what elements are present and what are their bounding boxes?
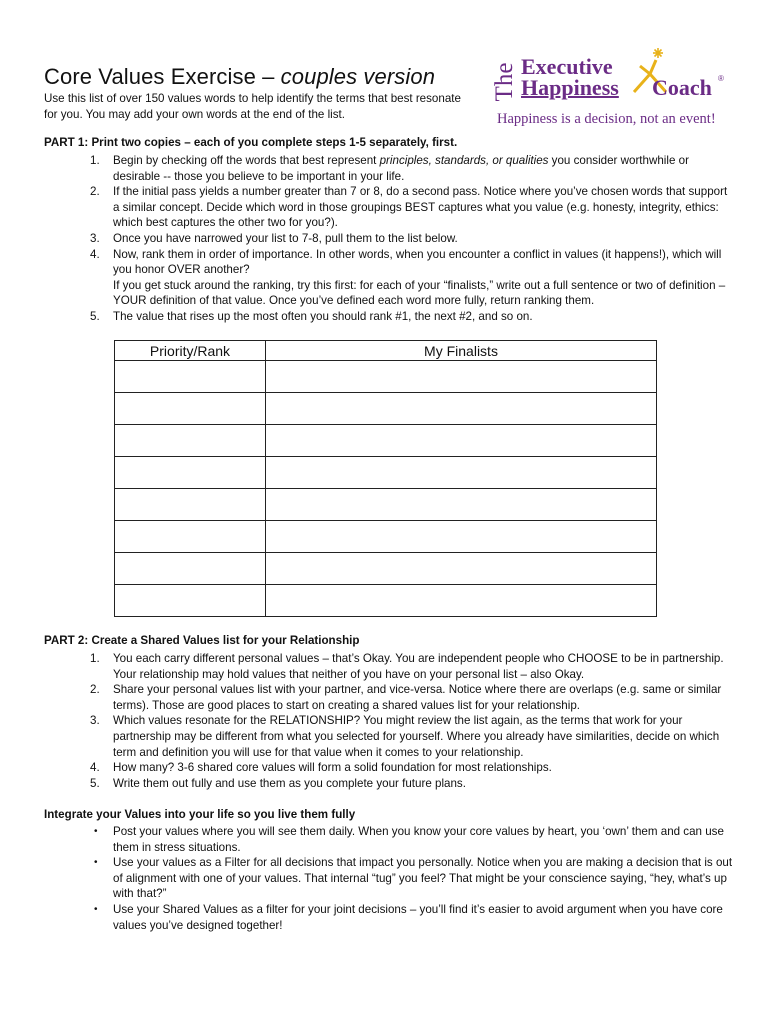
step-text: Begin by checking off the words that best represent <box>113 154 380 167</box>
bullet-icon: • <box>94 857 98 869</box>
bullet-text: Post your values where you will see them daily. When you know your core values by heart, you ‘own’ them and can use them in stress situations. <box>113 825 724 854</box>
list-item-continuation <box>44 278 734 309</box>
table-row <box>115 489 657 521</box>
step-text: The value that rises up the most often you should rank #1, the next #2, and so on. <box>113 309 533 323</box>
step-number: 4. <box>90 761 100 775</box>
finalists-table-body <box>115 361 657 617</box>
page-title <box>44 64 435 90</box>
list-item <box>44 713 734 760</box>
bullet-icon: • <box>94 903 98 915</box>
list-item <box>44 184 734 231</box>
finalist-cell[interactable] <box>266 553 657 585</box>
step-number: 2. <box>90 683 100 697</box>
integrate-heading: Integrate your Values into your life so you live them fully <box>44 808 356 821</box>
part2-heading: PART 2: Create a Shared Values list for your Relationship <box>44 634 360 647</box>
step-number: 3. <box>90 714 100 728</box>
step-number: 2. <box>90 185 100 199</box>
step-number: 5. <box>90 776 100 790</box>
step-text: You each carry different personal values – that’s Okay. You are independent people who CHOOSE to be in partnership. Your relationship may hold values that neither of you have on your personal list – also Okay. <box>113 652 724 681</box>
list-item <box>44 309 734 325</box>
finalist-cell[interactable] <box>266 425 657 457</box>
step-text: Once you have narrowed your list to 7-8, pull them to the list below. <box>113 231 458 245</box>
bullet-text: Use your values as a Filter for all decisions that impact you personally. Notice when you are making a decision that is out of alignment with one of your values. That internal “tug” you feel? That might be your conscience saying, “hey, what’s up with that?” <box>113 856 733 901</box>
part1-steps <box>44 153 734 325</box>
column-header-finalists: My Finalists <box>266 341 657 361</box>
step-text: Which values resonate for the RELATIONSHIP? You might review the list again, as the terms that work for your partnership may be different from what you selected for yourself. Where you already have similarities, decide on which term and definition you will use for that value when it comes to your relationship. <box>113 714 720 759</box>
integrate-bullets <box>44 824 734 933</box>
table-row <box>115 585 657 617</box>
step-number: 3. <box>90 231 100 245</box>
step-number: 1. <box>90 652 100 665</box>
list-item <box>44 855 734 902</box>
list-item <box>44 651 734 682</box>
logo-the-text: The <box>491 62 518 102</box>
finalist-cell[interactable] <box>266 585 657 617</box>
logo-line-1: Executive <box>521 54 613 79</box>
step-text: Write them out fully and use them as you complete your future plans. <box>113 776 466 790</box>
finalist-cell[interactable] <box>266 489 657 521</box>
table-row <box>115 521 657 553</box>
table-row <box>115 361 657 393</box>
finalist-cell[interactable] <box>266 361 657 393</box>
list-item <box>44 824 734 855</box>
registered-mark: ® <box>718 74 724 83</box>
company-logo <box>491 44 734 134</box>
column-header-priority: Priority/Rank <box>115 341 266 361</box>
title-italic: couples version <box>280 63 436 89</box>
step-text: Share your personal values list with your partner, and vice-versa. Notice where there are overlaps (e.g. same or similar terms). Those are good places to start on creating a shared values list for your relationship. <box>113 683 722 712</box>
priority-rank-cell[interactable] <box>115 489 266 521</box>
table-row <box>115 457 657 489</box>
table-row <box>115 393 657 425</box>
finalist-cell[interactable] <box>266 521 657 553</box>
priority-rank-cell[interactable] <box>115 425 266 457</box>
step-text: If the initial pass yields a number greater than 7 or 8, do a second pass. Notice where you’ve chosen words that support a similar concept. Decide which word in those groupings BEST captures what you value (e.g. honesty, integrity, ethics: which best captures the other two for you?). <box>113 185 728 230</box>
step-text-after: you consider worthwhile or desirable -- those you believe to be important in your life. <box>113 154 689 183</box>
list-item <box>44 902 734 933</box>
priority-rank-cell[interactable] <box>115 393 266 425</box>
step-number: 5. <box>90 309 100 323</box>
logo-line-3: Coach <box>652 75 712 100</box>
step-text: How many? 3-6 shared core values will form a solid foundation for most relationships. <box>113 761 552 775</box>
finalist-cell[interactable] <box>266 457 657 489</box>
priority-rank-cell[interactable] <box>115 457 266 489</box>
step-number: 4. <box>90 247 100 261</box>
intro-paragraph: Use this list of over 150 values words to help identify the terms that best resonate for you. You may add your own words at the end of the list. <box>44 92 461 121</box>
list-item <box>44 247 734 278</box>
table-row <box>115 425 657 457</box>
step-number: 1. <box>90 154 100 167</box>
title-main: Core Values Exercise – <box>44 63 281 89</box>
priority-rank-cell[interactable] <box>115 585 266 617</box>
bullet-text: Use your Shared Values as a filter for your joint decisions – you’ll find it’s easier to avoid argument when you have core values you’ve designed together! <box>113 902 723 932</box>
bullet-icon: • <box>94 826 98 837</box>
list-item <box>44 682 734 713</box>
part2-steps <box>44 651 734 791</box>
step-text: Now, rank them in order of importance. In other words, when you encounter a conflict in values (it happens!), which will you honor OVER another? <box>113 247 722 277</box>
table-row <box>115 553 657 585</box>
logo-line-2: Happiness <box>521 75 619 100</box>
list-item <box>44 760 734 776</box>
step4-extra-text: If you get stuck around the ranking, try this first: for each of your “finalists,” write out a full sentence or two of definition – YOUR definition of that value. Once you’ve defined each word more fully, return ranking them. <box>113 278 726 308</box>
list-item <box>44 231 734 247</box>
step-text-italic: principles, standards, or qualities <box>379 154 549 167</box>
logo-the <box>491 50 518 108</box>
finalists-table <box>114 340 657 617</box>
list-item <box>44 776 734 792</box>
table-header-row <box>115 341 657 361</box>
list-item <box>44 153 734 184</box>
part1-heading: PART 1: Print two copies – each of you complete steps 1-5 separately, first. <box>44 136 458 149</box>
priority-rank-cell[interactable] <box>115 521 266 553</box>
priority-rank-cell[interactable] <box>115 361 266 393</box>
priority-rank-cell[interactable] <box>115 553 266 585</box>
logo-tagline: Happiness is a decision, not an event! <box>497 111 716 127</box>
finalist-cell[interactable] <box>266 393 657 425</box>
